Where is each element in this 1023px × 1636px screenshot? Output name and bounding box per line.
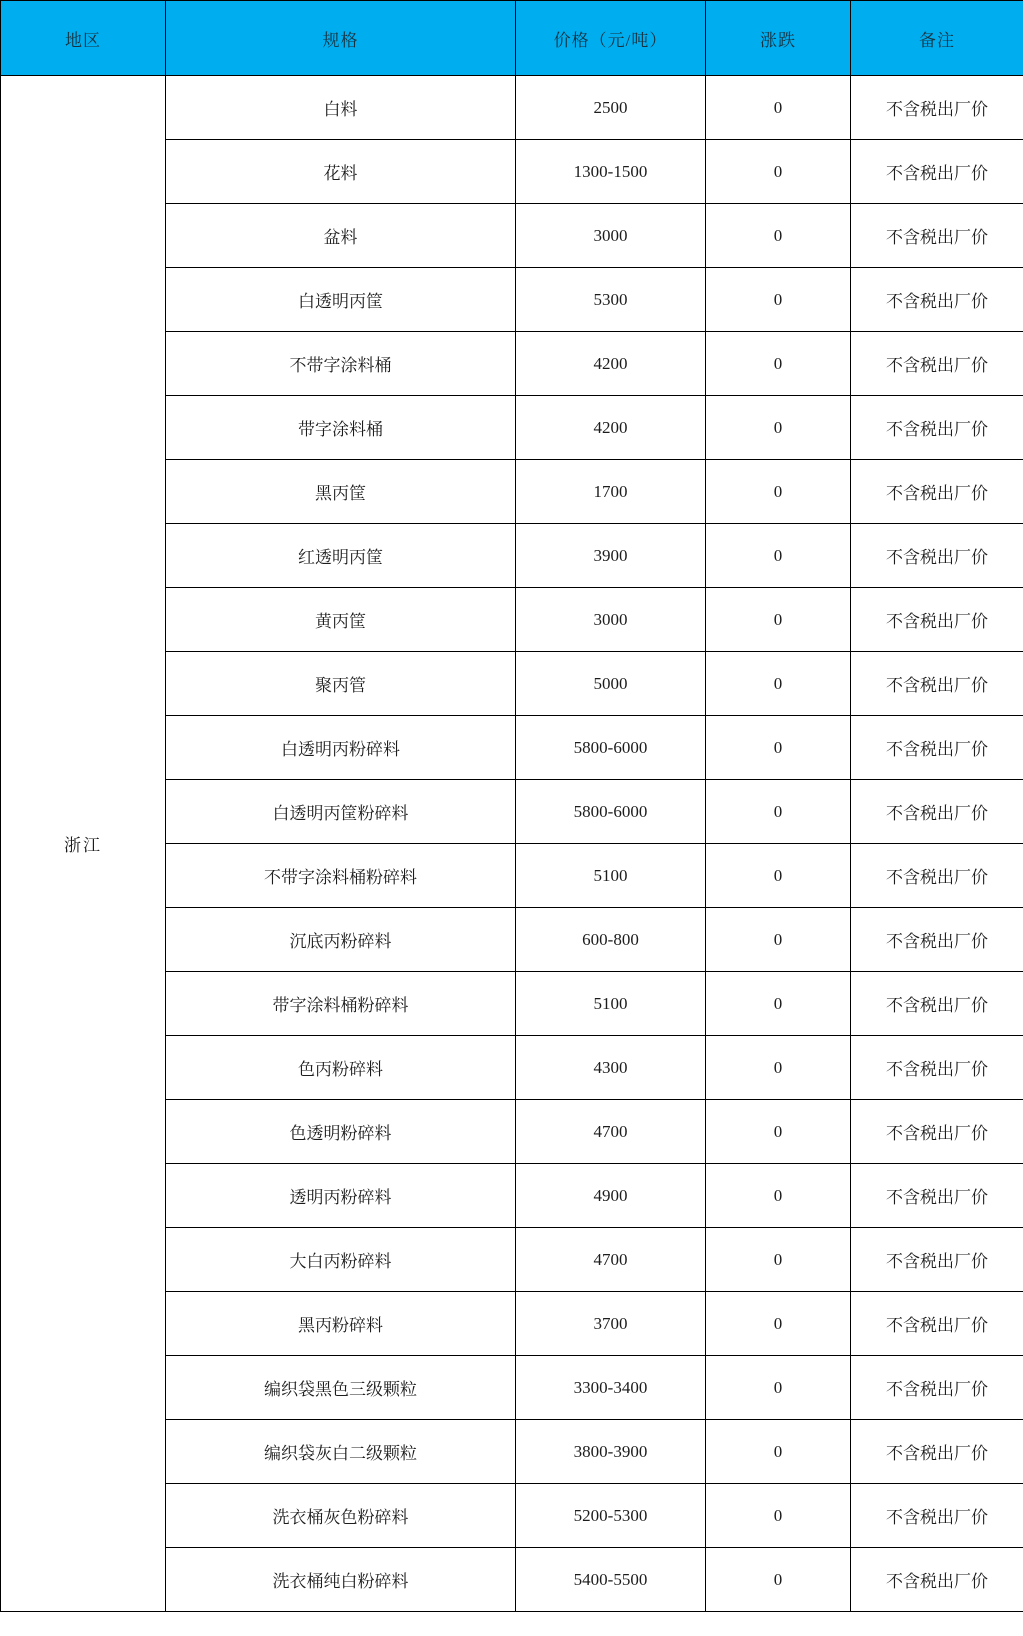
note-cell: 不含税出厂价 (851, 716, 1023, 780)
price-cell: 3000 (516, 204, 706, 268)
col-header-region: 地区 (1, 1, 166, 76)
spec-cell: 色丙粉碎料 (166, 1036, 516, 1100)
table-row (1, 76, 1023, 140)
change-cell: 0 (706, 1356, 851, 1420)
note-cell: 不含税出厂价 (851, 332, 1023, 396)
change-cell: 0 (706, 1100, 851, 1164)
spec-cell: 色透明粉碎料 (166, 1100, 516, 1164)
change-cell: 0 (706, 1548, 851, 1612)
col-header-spec: 规格 (166, 1, 516, 76)
note-cell: 不含税出厂价 (851, 1548, 1023, 1612)
change-cell: 0 (706, 1228, 851, 1292)
price-cell: 5100 (516, 972, 706, 1036)
change-cell: 0 (706, 1036, 851, 1100)
price-cell: 5200-5300 (516, 1484, 706, 1548)
price-cell: 2500 (516, 76, 706, 140)
note-cell: 不含税出厂价 (851, 1164, 1023, 1228)
price-cell: 3300-3400 (516, 1356, 706, 1420)
spec-cell: 黄丙筐 (166, 588, 516, 652)
change-cell: 0 (706, 332, 851, 396)
col-header-note: 备注 (851, 1, 1023, 76)
header-row (1, 1, 1023, 76)
change-cell: 0 (706, 204, 851, 268)
price-cell: 600-800 (516, 908, 706, 972)
note-cell: 不含税出厂价 (851, 268, 1023, 332)
note-cell: 不含税出厂价 (851, 76, 1023, 140)
region-cell: 浙江 (1, 76, 166, 1612)
price-cell: 5800-6000 (516, 780, 706, 844)
price-cell: 3800-3900 (516, 1420, 706, 1484)
note-cell: 不含税出厂价 (851, 588, 1023, 652)
spec-cell: 不带字涂料桶 (166, 332, 516, 396)
change-cell: 0 (706, 268, 851, 332)
spec-cell: 编织袋黑色三级颗粒 (166, 1356, 516, 1420)
spec-cell: 洗衣桶纯白粉碎料 (166, 1548, 516, 1612)
spec-cell: 带字涂料桶 (166, 396, 516, 460)
spec-cell: 白透明丙粉碎料 (166, 716, 516, 780)
price-cell: 4200 (516, 332, 706, 396)
price-cell: 5300 (516, 268, 706, 332)
table-header (1, 1, 1023, 76)
note-cell: 不含税出厂价 (851, 396, 1023, 460)
spec-cell: 不带字涂料桶粉碎料 (166, 844, 516, 908)
note-cell: 不含税出厂价 (851, 1036, 1023, 1100)
note-cell: 不含税出厂价 (851, 460, 1023, 524)
table-body (1, 76, 1023, 1612)
spec-cell: 黑丙筐 (166, 460, 516, 524)
change-cell: 0 (706, 588, 851, 652)
note-cell: 不含税出厂价 (851, 908, 1023, 972)
change-cell: 0 (706, 844, 851, 908)
spec-cell: 白料 (166, 76, 516, 140)
spec-cell: 洗衣桶灰色粉碎料 (166, 1484, 516, 1548)
note-cell: 不含税出厂价 (851, 652, 1023, 716)
spec-cell: 红透明丙筐 (166, 524, 516, 588)
price-cell: 4900 (516, 1164, 706, 1228)
note-cell: 不含税出厂价 (851, 1484, 1023, 1548)
price-cell: 1700 (516, 460, 706, 524)
price-cell: 4700 (516, 1228, 706, 1292)
price-cell: 3700 (516, 1292, 706, 1356)
change-cell: 0 (706, 524, 851, 588)
spec-cell: 黑丙粉碎料 (166, 1292, 516, 1356)
change-cell: 0 (706, 780, 851, 844)
change-cell: 0 (706, 396, 851, 460)
spec-cell: 白透明丙筐 (166, 268, 516, 332)
spec-cell: 带字涂料桶粉碎料 (166, 972, 516, 1036)
spec-cell: 编织袋灰白二级颗粒 (166, 1420, 516, 1484)
note-cell: 不含税出厂价 (851, 1420, 1023, 1484)
change-cell: 0 (706, 716, 851, 780)
note-cell: 不含税出厂价 (851, 780, 1023, 844)
change-cell: 0 (706, 908, 851, 972)
note-cell: 不含税出厂价 (851, 1100, 1023, 1164)
price-cell: 4200 (516, 396, 706, 460)
note-cell: 不含税出厂价 (851, 204, 1023, 268)
note-cell: 不含税出厂价 (851, 1292, 1023, 1356)
spec-cell: 花料 (166, 140, 516, 204)
note-cell: 不含税出厂价 (851, 972, 1023, 1036)
change-cell: 0 (706, 460, 851, 524)
spec-cell: 盆料 (166, 204, 516, 268)
change-cell: 0 (706, 1420, 851, 1484)
spec-cell: 白透明丙筐粉碎料 (166, 780, 516, 844)
price-cell: 5800-6000 (516, 716, 706, 780)
spec-cell: 透明丙粉碎料 (166, 1164, 516, 1228)
note-cell: 不含税出厂价 (851, 844, 1023, 908)
change-cell: 0 (706, 140, 851, 204)
spec-cell: 聚丙管 (166, 652, 516, 716)
note-cell: 不含税出厂价 (851, 524, 1023, 588)
note-cell: 不含税出厂价 (851, 1228, 1023, 1292)
change-cell: 0 (706, 1484, 851, 1548)
note-cell: 不含税出厂价 (851, 1356, 1023, 1420)
price-cell: 1300-1500 (516, 140, 706, 204)
col-header-change: 涨跌 (706, 1, 851, 76)
note-cell: 不含税出厂价 (851, 140, 1023, 204)
change-cell: 0 (706, 76, 851, 140)
price-cell: 5400-5500 (516, 1548, 706, 1612)
change-cell: 0 (706, 972, 851, 1036)
spec-cell: 沉底丙粉碎料 (166, 908, 516, 972)
change-cell: 0 (706, 652, 851, 716)
change-cell: 0 (706, 1292, 851, 1356)
price-cell: 4300 (516, 1036, 706, 1100)
col-header-price: 价格（元/吨） (516, 1, 706, 76)
change-cell: 0 (706, 1164, 851, 1228)
price-cell: 4700 (516, 1100, 706, 1164)
price-cell: 3000 (516, 588, 706, 652)
price-cell: 3900 (516, 524, 706, 588)
spec-cell: 大白丙粉碎料 (166, 1228, 516, 1292)
price-cell: 5000 (516, 652, 706, 716)
price-cell: 5100 (516, 844, 706, 908)
